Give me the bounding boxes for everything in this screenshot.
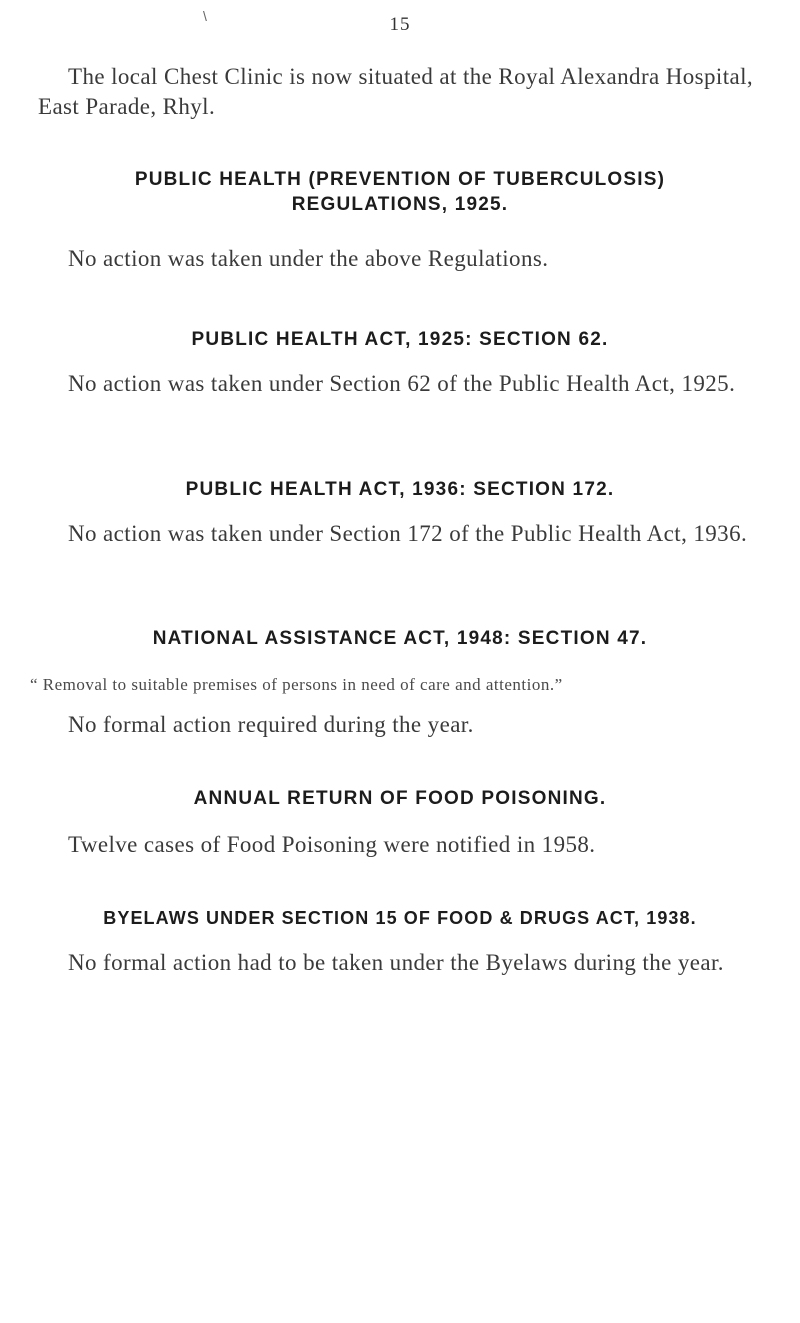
section-heading-pha-1936: PUBLIC HEALTH ACT, 1936: SECTION 172. bbox=[185, 479, 615, 500]
stray-mark: \ bbox=[203, 8, 207, 24]
intro-paragraph: The local Chest Clinic is now situated at the Royal Alexandra Hospital, East Parade, Rhyl. bbox=[38, 64, 754, 119]
pha-1936-paragraph: No action was taken under Section 172 of the Public Health Act, 1936. bbox=[68, 521, 748, 546]
page-number: 15 bbox=[389, 14, 411, 35]
food-poisoning-paragraph: Twelve cases of Food Poisoning were notified in 1958. bbox=[68, 832, 596, 857]
section-heading-food-poisoning: ANNUAL RETURN OF FOOD POISONING. bbox=[193, 788, 607, 809]
section-heading-tb-regulations-line2: REGULATIONS, 1925. bbox=[291, 194, 509, 215]
naa-1948-quote: “ Removal to suitable premises of persons in need of care and attention.” bbox=[30, 675, 563, 694]
section-heading-naa-1948: NATIONAL ASSISTANCE ACT, 1948: SECTION 47. bbox=[152, 628, 648, 649]
section-heading-byelaws: BYELAWS UNDER SECTION 15 OF FOOD & DRUGS ACT, 1938. bbox=[103, 908, 697, 928]
section-heading-pha-1925: PUBLIC HEALTH ACT, 1925: SECTION 62. bbox=[191, 329, 609, 350]
pha-1925-paragraph: No action was taken under Section 62 of the Public Health Act, 1925. bbox=[68, 371, 736, 396]
tb-regulations-paragraph: No action was taken under the above Regulations. bbox=[68, 246, 549, 271]
section-heading-tb-regulations-line1: PUBLIC HEALTH (PREVENTION OF TUBERCULOSIS) bbox=[134, 169, 666, 190]
byelaws-paragraph: No formal action had to be taken under the Byelaws during the year. bbox=[68, 950, 724, 975]
naa-1948-paragraph: No formal action required during the year. bbox=[68, 712, 474, 737]
